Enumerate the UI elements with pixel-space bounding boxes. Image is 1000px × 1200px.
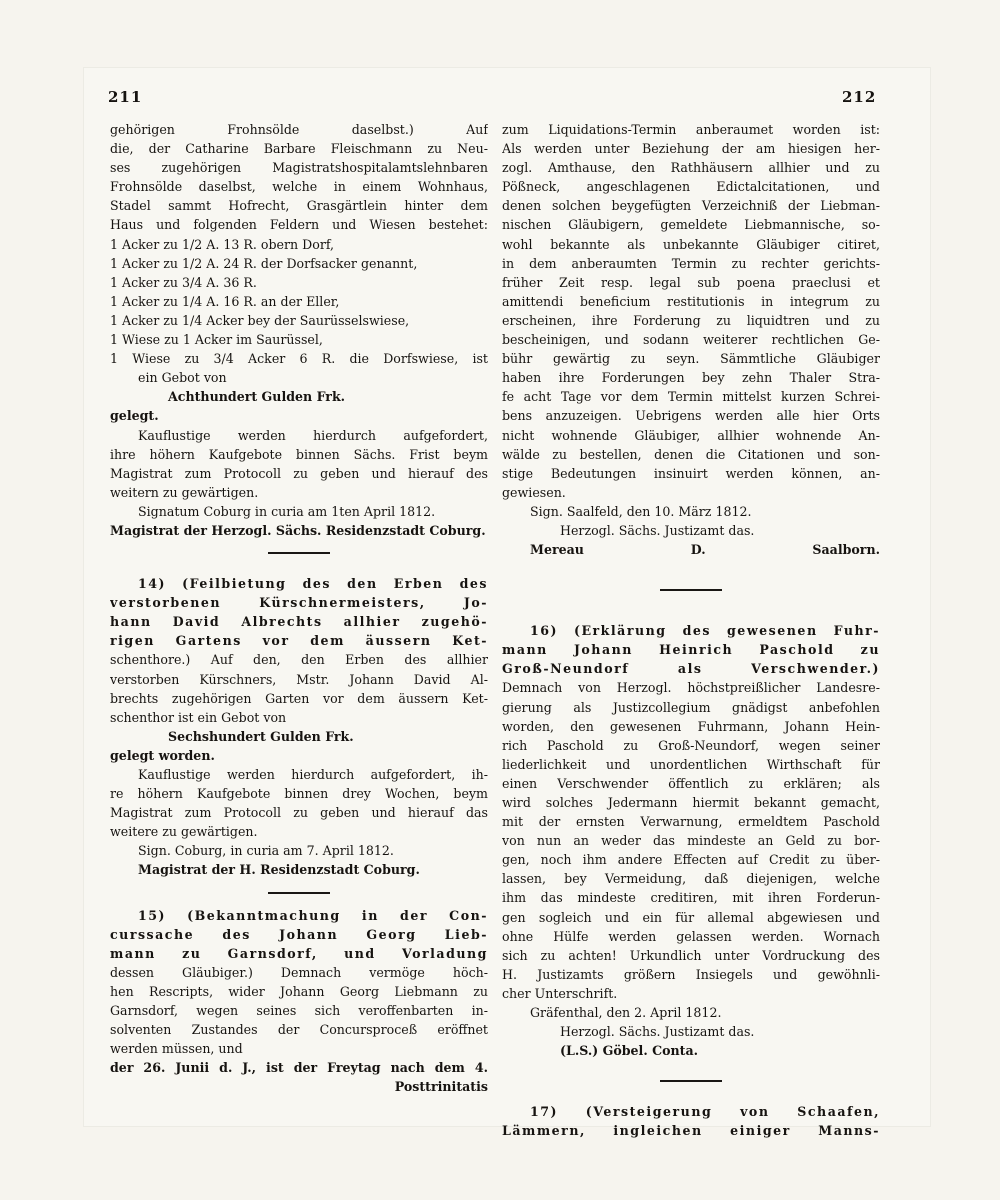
signature-authority: Magistrat der Herzogl. Sächs. Residenzstadt Coburg. <box>110 522 486 538</box>
page-number-left: 211 <box>108 88 143 106</box>
text-line: schenthore.) Auf den, den Erben des allhier <box>110 652 488 668</box>
field-item: 1 Wiese zu 3/4 Acker 6 R. die Dorfswiese, ist <box>110 351 488 367</box>
signature-authority: Herzogl. Sächs. Justizamt das. <box>560 1024 755 1040</box>
notice-heading: Groß-Neundorf als Verschwender.) <box>502 661 880 677</box>
notice-13-kauf <box>110 426 488 541</box>
field-item: 1 Acker zu 1/2 A. 24 R. der Dorfsacker genannt, <box>110 255 418 271</box>
signer-name: Saalborn. <box>812 542 880 558</box>
text-line: Kauflustige werden hierdurch aufgefordert, <box>138 427 488 443</box>
text-line: der 26. Junii d. J., ist der Freytag nach dem 4. <box>110 1060 488 1076</box>
signer-name: Mereau D. <box>530 542 706 558</box>
field-item: 1 Acker zu 1/4 Acker bey der Saurüsselswiese, <box>110 312 410 328</box>
text-line: Kauflustige werden hierdurch aufgefordert, ih- <box>138 767 488 782</box>
text-line: Garnsdorf, wegen seines sich veroffenbarten in- <box>110 1003 488 1019</box>
text-line: Pößneck, angeschlagenen Edictalcitationen, und <box>502 179 880 195</box>
text-line: bühr gewärtig zu seyn. Sämmtliche Gläubiger <box>502 351 880 367</box>
text-line: früher Zeit resp. legal sub poena praeclusi et <box>502 274 880 290</box>
notice-heading: 16) (Erklärung des gewesenen Fuhr- <box>530 623 880 639</box>
text-line: gen, noch ihm andere Effecten auf Credit zu über- <box>502 852 880 868</box>
text-line: hen Rescripts, wider Johann Georg Liebmann zu <box>110 983 488 999</box>
text-line: verstorben Kürschners, Mstr. Johann David Al- <box>110 671 488 687</box>
field-item: 1 Acker zu 1/2 A. 13 R. obern Dorf, <box>110 236 335 252</box>
text-line: Frohnsölde daselbst, welche in einem Wohnhaus, <box>110 179 488 195</box>
notice-13-intro <box>110 120 488 235</box>
field-list <box>110 235 488 426</box>
bid-amount: Achthundert Gulden Frk. <box>168 389 346 405</box>
notice-heading: 14) (Feilbietung des den Erben des <box>138 576 488 592</box>
notice-heading: 17) (Versteigerung von Schaafen, <box>530 1104 880 1120</box>
section-divider <box>268 892 330 894</box>
notice-heading: mann zu Garnsdorf, und Vorladung <box>110 945 488 961</box>
signature-names: (L.S.) Göbel. Conta. <box>560 1043 699 1059</box>
text-line: sich zu achten! Urkundlich unter Vordruckung des <box>502 947 880 963</box>
text-line: re höhern Kaufgebote binnen drey Wochen, beym <box>110 786 488 802</box>
text-line: gelegt. <box>110 408 159 424</box>
text-line: weitern zu gewärtigen. <box>110 484 259 500</box>
text-line: denen solchen beygefügten Verzeichniß der Liebman- <box>502 198 880 214</box>
text-line: zum Liquidations-Termin anberaumet worden ist: <box>502 122 880 137</box>
text-line: worden, den gewesenen Fuhrmann, Johann Hein- <box>502 718 880 734</box>
text-line: ohne Hülfe werden gelassen werden. Wornach <box>502 928 880 944</box>
text-line: nischen Gläubigern, gemeldete Liebmannische, so- <box>502 217 880 233</box>
text-line: bens anzuzeigen. Uebrigens werden alle hier Orts <box>502 408 880 424</box>
text-line: wird solches Jedermann hiermit bekannt gemacht, <box>502 795 880 810</box>
text-line: stige Bedeutungen insinuirt werden können, an- <box>502 465 880 481</box>
text-line: Magistrat zum Protocoll zu geben und hierauf das <box>110 805 488 821</box>
signature-date: Sign. Coburg, in curia am 7. April 1812. <box>138 843 394 859</box>
left-column <box>110 120 488 1097</box>
text-line: bescheinigen, und sodann weiterer rechtlichen Ge- <box>502 332 880 348</box>
text-line: in dem anberaumten Termin zu rechter gerichts- <box>502 255 880 271</box>
notice-16 <box>502 621 880 1060</box>
text-line: nicht wohnende Gläubiger, allhier wohnende An- <box>502 427 880 443</box>
text-line: weitere zu gewärtigen. <box>110 824 258 840</box>
text-line: amittendi beneficium restitutionis in integrum zu <box>502 293 880 309</box>
section-divider <box>268 552 330 554</box>
text-line: Als werden unter Beziehung der am hiesigen her- <box>502 141 880 157</box>
text-line: haben ihre Forderungen bey zehn Thaler Stra- <box>502 370 880 386</box>
text-line: dessen Gläubiger.) Demnach vermöge höch- <box>110 964 488 980</box>
notice-heading: mann Johann Heinrich Paschold zu <box>502 642 880 658</box>
notice-heading: Lämmern, ingleichen einiger Manns- <box>502 1123 880 1139</box>
text-line: ein Gebot von <box>138 370 227 386</box>
text-line: rich Paschold zu Groß-Neundorf, wegen seiner <box>502 737 880 753</box>
text-line: schenthor ist ein Gebot von <box>110 709 287 725</box>
text-line: gierung als Justizcollegium gnädigst anbefohlen <box>502 699 880 715</box>
text-line: zogl. Amthause, den Rathhäusern allhier und zu <box>502 160 880 176</box>
text-line: Haus und folgenden Feldern und Wiesen bestehet: <box>110 217 488 233</box>
text-line: einen Verschwender öffentlich zu erklären; als <box>502 775 880 791</box>
field-item: 1 Acker zu 1/4 A. 16 R. an der Eller, <box>110 293 340 309</box>
field-item: 1 Acker zu 3/4 A. 36 R. <box>110 274 257 290</box>
field-item: 1 Wiese zu 1 Acker im Saurüssel, <box>110 332 323 348</box>
text-line: cher Unterschrift. <box>502 985 618 1001</box>
text-line: ihre höhern Kaufgebote binnen Sächs. Frist beym <box>110 446 488 462</box>
text-line: gehörigen Frohnsölde daselbst.) Auf <box>110 122 488 137</box>
text-line: gen sogleich und ein für allemal abgewiesen und <box>502 909 880 925</box>
notice-heading: rigen Gartens vor dem äussern Ket- <box>110 633 488 649</box>
text-line: solventen Zustandes der Concursproceß eröffnet <box>110 1022 488 1038</box>
page-number-right: 212 <box>842 88 877 106</box>
notice-heading: curssache des Johann Georg Lieb- <box>110 926 488 942</box>
text-line: erscheinen, ihre Forderung zu liquidtren und zu <box>502 312 880 328</box>
text-line: werden müssen, und <box>110 1041 243 1057</box>
right-column <box>502 120 880 1141</box>
notice-heading: hann David Albrechts allhier zugehö- <box>110 614 488 630</box>
text-line: gelegt worden. <box>110 747 215 763</box>
text-line: wälde zu bestellen, denen die Citationen und son- <box>502 446 880 462</box>
section-divider <box>660 589 722 591</box>
text-line: mit der ernsten Verwarnung, ermeldtem Paschold <box>502 814 880 830</box>
text-line: Stadel sammt Hofrecht, Grasgärtlein hinter dem <box>110 198 488 214</box>
signature-authority: Herzogl. Sächs. Justizamt das. <box>560 522 755 538</box>
signature-date: Signatum Coburg in curia am 1ten April 1812. <box>138 503 436 519</box>
text-line: Magistrat zum Protocoll zu geben und hierauf des <box>110 465 488 481</box>
text-line: die, der Catharine Barbare Fleischmann zu Neu- <box>110 141 488 157</box>
notice-17 <box>502 1102 880 1140</box>
text-line: ihm das mindeste creditiren, mit ihren Forderun- <box>502 890 880 906</box>
notice-heading: 15) (Bekanntmachung in der Con- <box>138 907 488 923</box>
notice-15 <box>110 906 488 1097</box>
text-line: von nun an weder das mindeste an Geld zu bor- <box>502 833 880 849</box>
text-line: lassen, bey Vermeidung, daß diejenigen, welche <box>502 871 880 887</box>
text-line: wohl bekannte als unbekannte Gläubiger citiret, <box>502 236 880 252</box>
text-line: liederlichkeit und unordentlichen Wirthschaft für <box>502 756 880 772</box>
signature-authority: Magistrat der H. Residenzstadt Coburg. <box>138 862 420 878</box>
signature-date: Gräfenthal, den 2. April 1812. <box>530 1005 722 1021</box>
signature-date: Sign. Saalfeld, den 10. März 1812. <box>530 503 752 519</box>
notice-heading: verstorbenen Kürschnermeisters, Jo- <box>110 595 488 611</box>
notice-14 <box>110 574 488 880</box>
signature-names <box>502 540 880 559</box>
text-line: Demnach von Herzogl. höchstpreißlicher Landesre- <box>502 680 880 696</box>
text-line: brechts zugehörigen Garten vor dem äussern Ket- <box>110 690 488 706</box>
text-line: H. Justizamts größern Insiegels und gewöhnli- <box>502 966 880 982</box>
text-line: fe acht Tage vor dem Termin mittelst kurzen Schrei- <box>502 389 880 405</box>
notice-15-continued <box>502 120 880 559</box>
text-line: gewiesen. <box>502 484 566 500</box>
text-line: ses zugehörigen Magistratshospitalamtslehnbaren <box>110 160 488 176</box>
text-line: Posttrinitatis <box>394 1079 488 1095</box>
bid-amount: Sechshundert Gulden Frk. <box>168 728 354 744</box>
section-divider <box>660 1080 722 1082</box>
